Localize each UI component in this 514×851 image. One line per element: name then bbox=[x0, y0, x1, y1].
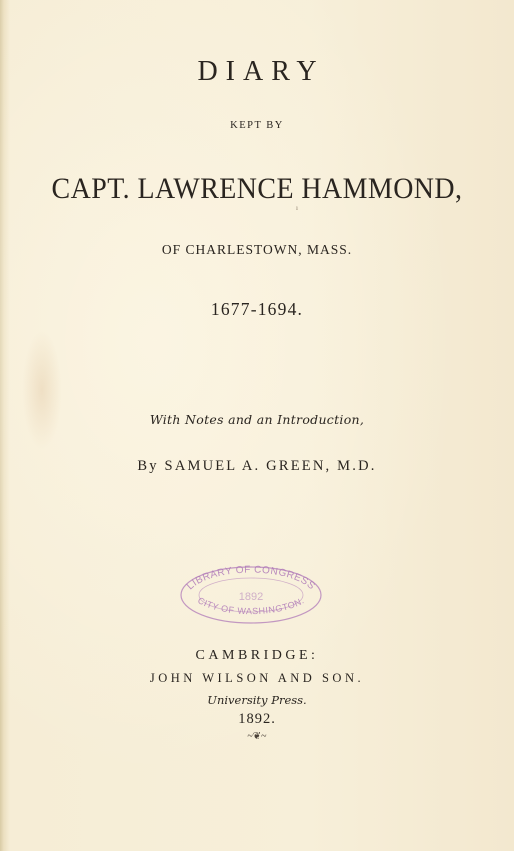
imprint-printer: JOHN WILSON AND SON. bbox=[149, 671, 365, 685]
kept-by-line: KEPT BY bbox=[230, 120, 284, 131]
stamp-top-text: LIBRARY OF CONGRESS bbox=[184, 564, 317, 593]
stamp-bottom-text: CITY OF WASHINGTON. bbox=[196, 595, 306, 617]
diary-dates: 1677-1694. bbox=[210, 299, 304, 319]
author-place: OF CHARLESTOWN, MASS. bbox=[161, 242, 353, 257]
imprint-city: CAMBRIDGE: bbox=[195, 648, 319, 663]
print-speck: ı bbox=[296, 204, 298, 212]
notes-introduction-line: With Notes and an Introduction, bbox=[149, 412, 365, 427]
book-title: DIARY bbox=[197, 56, 325, 87]
imprint-press: University Press. bbox=[207, 693, 307, 707]
author-name: CAPT. LAWRENCE HAMMOND, bbox=[51, 172, 463, 205]
stamp-year: 1892 bbox=[238, 591, 264, 603]
editor-line: By SAMUEL A. GREEN, M.D. bbox=[137, 458, 377, 474]
paper-stain bbox=[22, 330, 62, 450]
ornament-icon: ~❦~ bbox=[247, 731, 267, 742]
imprint-year: 1892. bbox=[238, 711, 276, 727]
library-of-congress-stamp bbox=[176, 556, 326, 626]
